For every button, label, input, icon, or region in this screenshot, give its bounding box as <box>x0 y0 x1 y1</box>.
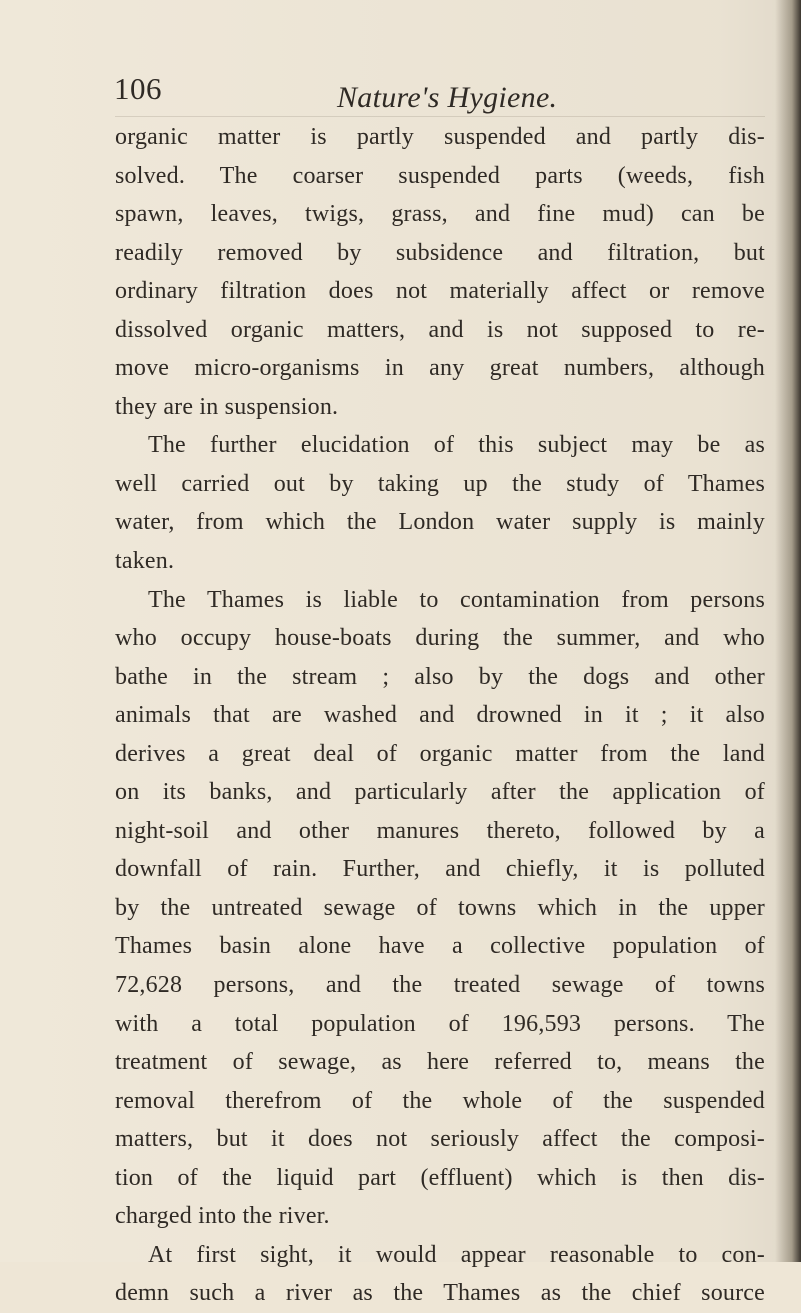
text-line: animals that are washed and drowned in it ; it also <box>115 702 765 729</box>
text-line: The Thames is liable to contamination from persons <box>148 586 765 613</box>
page-number: 106 <box>114 71 162 106</box>
text-line: tion of the liquid part (effluent) which is then dis- <box>115 1164 765 1191</box>
text-line: demn such a river as the Thames as the chief source <box>115 1280 765 1307</box>
text-line: bathe in the stream ; also by the dogs and other <box>115 663 765 690</box>
text-line: taken. <box>115 548 175 575</box>
text-line: spawn, leaves, twigs, grass, and fine mud) can be <box>115 201 765 228</box>
text-line: downfall of rain. Further, and chiefly, it is polluted <box>115 856 765 883</box>
text-line: water, from which the London water supply is mainly <box>115 509 765 536</box>
text-line: solved. The coarser suspended parts (weeds, fish <box>115 162 765 189</box>
text-line: on its banks, and particularly after the application of <box>115 779 765 806</box>
text-line: Thames basin alone have a collective population of <box>115 933 765 960</box>
text-line: treatment of sewage, as here referred to, means the <box>115 1049 765 1076</box>
text-line: they are in suspension. <box>115 393 339 420</box>
text-line: derives a great deal of organic matter from the land <box>115 740 765 767</box>
text-line: with a total population of 196,593 persons. The <box>115 1010 765 1037</box>
text-line: charged into the river. <box>115 1203 330 1230</box>
text-line: removal therefrom of the whole of the suspended <box>115 1087 765 1114</box>
text-line: readily removed by subsidence and filtration, but <box>115 239 765 266</box>
text-line: At first sight, it would appear reasonable to con- <box>148 1241 765 1268</box>
text-line: well carried out by taking up the study of Thames <box>115 470 765 497</box>
text-line: 72,628 persons, and the treated sewage of towns <box>115 972 765 999</box>
text-line: The further elucidation of this subject may be as <box>148 432 765 459</box>
running-title: Nature's Hygiene. <box>337 81 558 114</box>
text-line: who occupy house-boats during the summer, and who <box>115 625 765 652</box>
body-text <box>115 118 765 1313</box>
text-line: night-soil and other manures thereto, followed by a <box>115 817 765 844</box>
text-line: dissolved organic matters, and is not supposed to re- <box>115 316 765 343</box>
text-line: organic matter is partly suspended and partly dis- <box>115 124 765 150</box>
text-line: move micro-organisms in any great numbers, although <box>115 355 765 382</box>
text-line: by the untreated sewage of towns which in the upper <box>115 894 765 921</box>
page-edge-shadow <box>775 0 801 1262</box>
text-line: ordinary filtration does not materially affect or remove <box>115 278 765 305</box>
text-line: matters, but it does not seriously affect the composi- <box>115 1126 765 1153</box>
header-rule <box>115 116 765 117</box>
page-header <box>114 72 574 116</box>
